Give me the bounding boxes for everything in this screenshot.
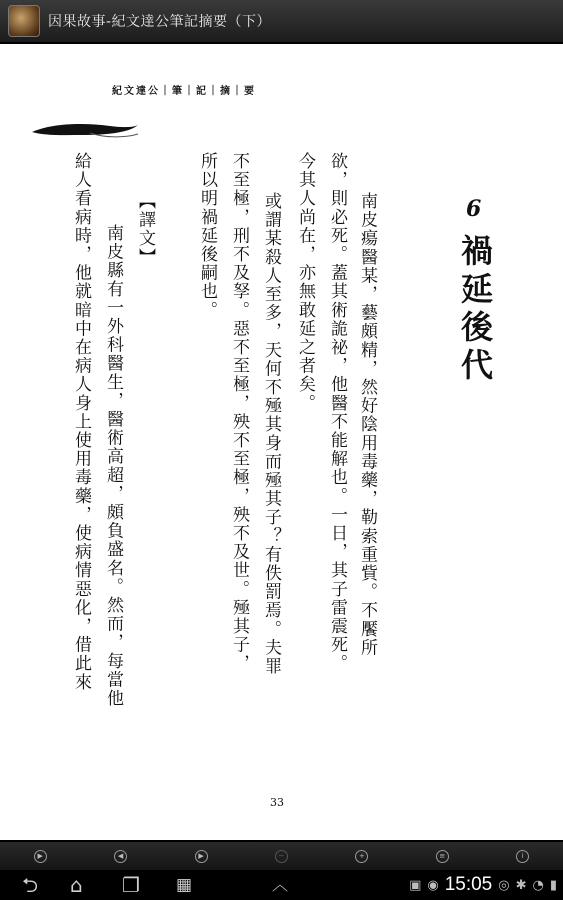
menu-up-icon[interactable]: ︿ [272, 875, 289, 894]
play-icon[interactable]: ▶ [34, 850, 47, 863]
text-column: 不至極，刑不及孥。惡不至極，殃不至極，殃不及世。殛其子， [229, 152, 249, 673]
reader-toolbar [0, 842, 563, 870]
back-icon[interactable]: ⮌ [22, 873, 39, 897]
translation-heading: 【譯文】 [135, 192, 155, 267]
zoom-in-icon[interactable]: + [355, 850, 368, 863]
previous-page-icon[interactable]: ◀ [114, 850, 127, 863]
brush-stroke-icon [30, 118, 140, 142]
next-page-icon[interactable]: ▶ [195, 850, 208, 863]
bluetooth-icon: ✱ [515, 877, 527, 893]
text-column: 今其人尚在，亦無敢延之者矣。 [295, 152, 315, 413]
text-column: 所以明禍延後嗣也。 [197, 152, 217, 320]
app-title: 因果故事-紀文達公筆記摘要（下） [48, 14, 272, 30]
text-column: 欲，則必死。蓋其術詭祕，他醫不能解也。一日，其子雷震死。 [327, 152, 347, 673]
text-column: 南皮縣有一外科醫生，醫術高超，頗負盛名。然而，每當他 [103, 224, 123, 708]
home-icon[interactable]: ⌂ [70, 873, 83, 897]
battery-icon: ▮ [549, 877, 557, 893]
text-column: 南皮瘍醫某，藝頗精，然好陰用毒藥，勒索重貲。不饜所 [357, 192, 377, 657]
qr-icon[interactable]: ▦ [176, 875, 193, 895]
text-column: 或謂某殺人至多，天何不殛其身而殛其子？有佚罰焉。夫罪 [261, 192, 281, 676]
chapter-title: 禍延後代 [456, 234, 494, 386]
text-column: 給人看病時，他就暗中在病人身上使用毒藥，使病情惡化，借此來 [71, 152, 91, 692]
book-page[interactable] [0, 44, 563, 840]
running-header: 紀文達公｜筆｜記｜摘｜要 [112, 86, 256, 97]
menu-icon[interactable]: ≡ [436, 850, 449, 863]
page-number: 33 [270, 796, 284, 809]
status-area [409, 872, 557, 898]
zoom-out-icon[interactable]: − [275, 850, 288, 863]
title-bar [0, 0, 563, 44]
clock: 15:05 [444, 874, 493, 895]
recent-apps-icon[interactable]: ❐ [122, 873, 140, 897]
info-icon[interactable]: i [516, 850, 529, 863]
chapter-number: 6 [466, 196, 482, 222]
android-icon: ◉ [427, 877, 439, 893]
eye-icon: ◎ [498, 877, 510, 893]
app-icon[interactable] [8, 5, 40, 37]
system-bar [0, 870, 563, 900]
gallery-icon: ▣ [409, 877, 422, 893]
wifi-icon: ◔ [532, 877, 544, 893]
